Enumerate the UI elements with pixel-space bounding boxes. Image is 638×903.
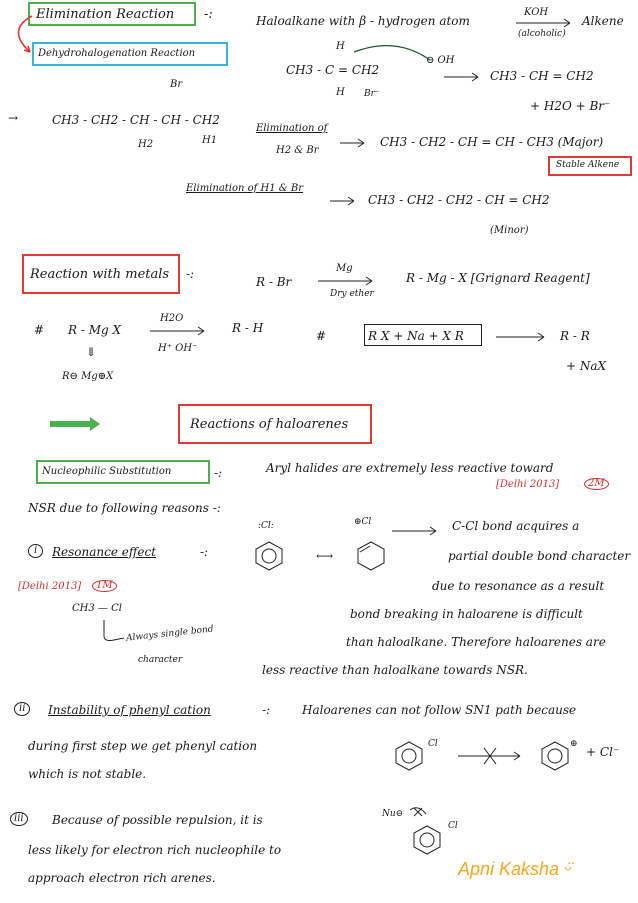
benzene-ring-2 — [356, 540, 386, 572]
grignard-arrow — [318, 276, 378, 286]
blocked-arrow — [458, 746, 528, 766]
note-hook — [100, 618, 130, 648]
minor-label: (Minor) — [490, 225, 529, 236]
delhi-tag-2: [Delhi 2013] — [18, 581, 82, 592]
reason-1-number: i — [28, 544, 43, 558]
koh-label: KOH — [524, 7, 549, 18]
reason-3-line-1: Because of possible repulsion, it is — [52, 813, 263, 827]
down-arrow: ⇓ — [86, 345, 97, 359]
reason-2-line-1: Haloarenes can not follow SN1 path because — [302, 703, 577, 717]
nsr-title: Nucleophilic Substitution — [42, 466, 172, 477]
resonance-cl-2: ⊕Cl — [354, 517, 372, 527]
benzene-ring-4 — [540, 740, 570, 772]
reason-3-cl: Cl — [448, 821, 458, 831]
metals-title: Reaction with metals — [30, 267, 170, 282]
phenyl-cation-plus: ⊕ — [570, 739, 578, 749]
mech-br: Br⁻ — [364, 89, 380, 99]
alcoholic-label: (alcoholic) — [518, 29, 566, 39]
reason-3-line-3: approach electron rich arenes. — [28, 871, 216, 885]
mech-oh: ⊖ OH — [426, 55, 455, 66]
reason-2-title: Instability of phenyl cation — [48, 703, 211, 717]
nucleophile: Nu⊖ — [382, 809, 404, 819]
reason-2-number: ii — [14, 702, 30, 716]
hash-2: # — [316, 329, 327, 343]
single-bond-note: Always single bond — [125, 624, 215, 644]
major-arrow — [340, 138, 370, 148]
benzene-ring-1 — [254, 540, 284, 572]
elim-h1-label: Elimination of H1 & Br — [186, 183, 304, 194]
hydrolysis-arrow — [150, 326, 210, 336]
h-oh-label: H⁺ OH⁻ — [158, 343, 198, 354]
rh-product: R - H — [232, 321, 264, 335]
benzene-ring-3 — [394, 740, 424, 772]
nax: + NaX — [566, 359, 607, 373]
mech-h-top: H — [336, 41, 345, 52]
repulsion-mark — [404, 802, 434, 832]
resonance-cl-1: :Cl: — [258, 521, 274, 531]
reason-1-line-3: due to resonance as a result — [432, 579, 605, 593]
rmgx: R - Mg X — [68, 323, 122, 337]
nsr-line-2: NSR due to following reasons -: — [28, 501, 221, 515]
haloarenes-title: Reactions of haloarenes — [190, 417, 349, 432]
delhi-tag-1: [Delhi 2013] — [496, 479, 560, 490]
arrow-bullet: → — [8, 111, 19, 125]
hash-1: # — [34, 323, 45, 337]
mech-byproduct: + H2O + Br⁻ — [530, 99, 611, 113]
reason-1-line-1: C-Cl bond acquires a — [452, 519, 580, 533]
reason-2-dash: -: — [262, 703, 271, 717]
wurtz-arrow — [496, 332, 556, 342]
major-product: CH3 - CH2 - CH = CH - CH3 (Major) — [380, 135, 604, 149]
mech-curved-arrow — [346, 42, 436, 72]
elim-h2-label-b: H2 & Br — [276, 145, 319, 156]
reason-1-line-2: partial double bond character — [448, 549, 631, 563]
resonance-arrow-2 — [392, 526, 442, 536]
minor-arrow — [330, 196, 360, 206]
wurtz-product: R - R — [560, 329, 590, 343]
general-reaction-text: Haloalkane with β - hydrogen atom — [256, 14, 470, 28]
mech-h-bottom: H — [336, 87, 345, 98]
minor-product: CH3 - CH2 - CH2 - CH = CH2 — [368, 193, 550, 207]
reason-3-line-2: less likely for electron rich nucleophile to — [28, 843, 282, 857]
resonance-arrow: ⟷ — [316, 549, 334, 563]
mech-arrow — [444, 72, 484, 82]
single-bond-note-2: character — [138, 655, 183, 665]
elimination-title: Elimination Reaction — [36, 7, 175, 22]
dehydrohalogenation-title: Dehydrohalogenation Reaction — [38, 48, 196, 59]
alkene-label: Alkene — [582, 14, 624, 28]
reason-2-cl: Cl — [428, 739, 438, 749]
reason-3-number: iii — [10, 812, 28, 826]
reason-1-line-5: than haloalkane. Therefore haloarenes are — [346, 635, 606, 649]
reason-1-dash: -: — [200, 545, 209, 559]
reason-1-line-6: less reactive than haloalkane towards NSR. — [262, 663, 528, 677]
reason-1-title: Resonance effect — [52, 545, 157, 559]
mg-label: Mg — [336, 263, 353, 274]
nsr-dash: -: — [214, 466, 223, 480]
metals-dash: -: — [186, 267, 195, 281]
substrate-h1: H1 — [202, 135, 218, 146]
substrate-chain: CH3 - CH2 - CH - CH - CH2 — [52, 113, 220, 127]
green-arrow — [50, 416, 100, 432]
h2o-label: H2O — [160, 313, 184, 324]
marks-badge-2: 1M — [92, 580, 117, 592]
dry-ether-label: Dry ether — [330, 289, 374, 299]
brand-watermark: Apni Kaksha ᵕ̈ — [458, 859, 572, 879]
chloride-ion: + Cl⁻ — [586, 745, 620, 759]
r-anion: R⊖ Mg⊕X — [62, 371, 114, 382]
elim-h2-label: Elimination of — [256, 123, 328, 134]
mech-substrate: CH3 - C = CH2 — [286, 63, 380, 77]
reason-2-line-2: during first step we get phenyl cation — [28, 739, 258, 753]
reason-2-line-3: which is not stable. — [28, 767, 147, 781]
elimination-dash: -: — [204, 7, 213, 22]
marks-badge-1: 2M — [584, 478, 609, 490]
reason-1-line-4: bond breaking in haloarene is difficult — [350, 607, 583, 621]
nsr-line-1: Aryl halides are extremely less reactive toward — [266, 461, 554, 475]
r-br: R - Br — [256, 275, 292, 289]
stable-alkene-label: Stable Alkene — [556, 160, 620, 170]
mech-product: CH3 - CH = CH2 — [490, 69, 594, 83]
grignard-product: R - Mg - X [Grignard Reagent] — [406, 271, 590, 285]
substrate-h2: H2 — [138, 139, 154, 150]
ch3cl: CH3 — Cl — [72, 603, 122, 614]
reaction-arrow — [516, 18, 576, 28]
substrate-br: Br — [170, 79, 183, 90]
wurtz-reactants: R X + Na + X R — [368, 329, 464, 343]
